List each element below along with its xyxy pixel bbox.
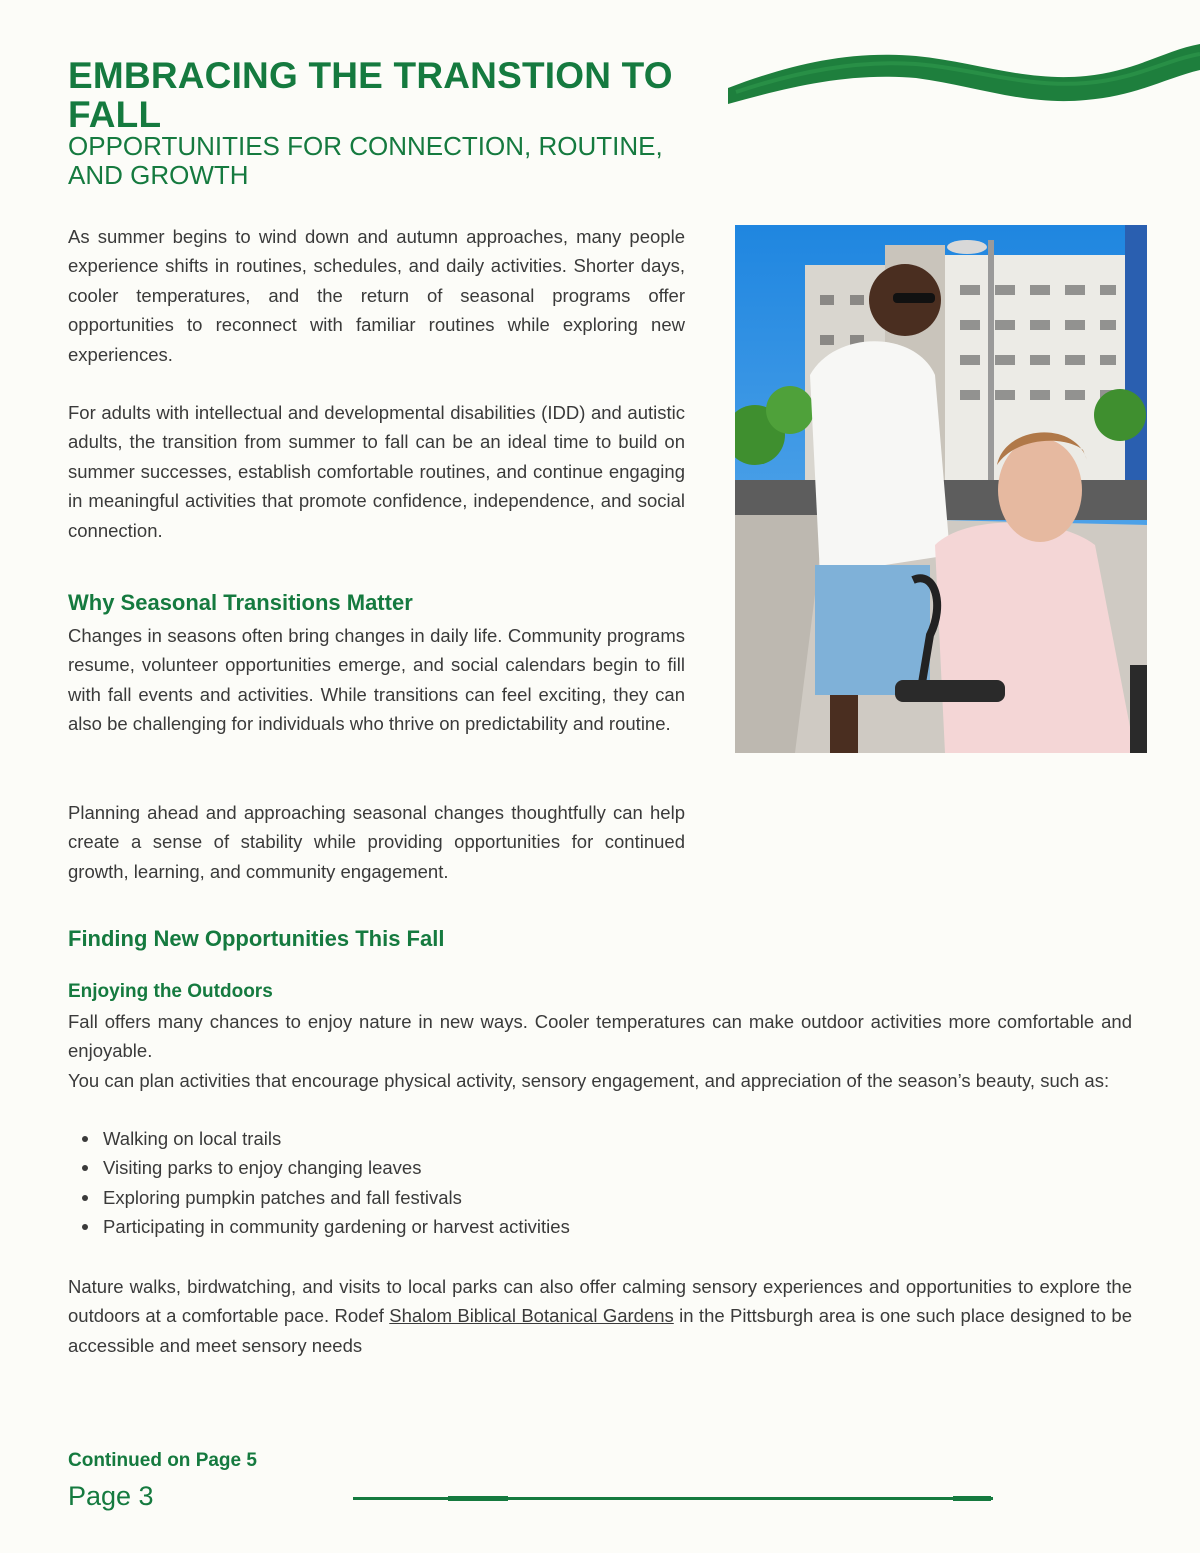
page-subtitle: OPPORTUNITIES FOR CONNECTION, ROUTINE, AND GROWTH (68, 131, 663, 190)
outdoors-text-3 (68, 1272, 1132, 1360)
list-item: Exploring pumpkin patches and fall festivals (68, 1183, 570, 1212)
outdoors-paragraph-1 (68, 1007, 1132, 1095)
subheading-outdoors: Enjoying the Outdoors (68, 981, 273, 1002)
green-brush-stroke-decoration (726, 36, 1200, 108)
list-item: Visiting parks to enjoy changing leaves (68, 1153, 570, 1182)
outdoors-text-1: Fall offers many chances to enjoy nature in new ways. Cooler temperatures can make outdoor activities more comfortable and enjoyable. (68, 1011, 1132, 1062)
photo-two-men-wheelchair (735, 225, 1147, 753)
why-paragraph-2 (68, 798, 685, 886)
section-heading-why: Why Seasonal Transitions Matter (68, 590, 413, 615)
page-title: EMBRACING THE TRANSTION TO FALL (68, 55, 673, 135)
list-item: Walking on local trails (68, 1124, 570, 1153)
page-number: Page 3 (68, 1481, 154, 1511)
why-text-1: Changes in seasons often bring changes in daily life. Community programs resume, volunteer opportunities emerge, and social calendars begin to fill with fall events and activities. While transitions can feel exciting, they can also be challenging for individuals who thrive on predictability and routine. (68, 625, 685, 735)
botanical-gardens-link[interactable]: Shalom Biblical Botanical Gardens (389, 1305, 674, 1327)
outdoors-paragraph-3 (68, 1272, 1132, 1360)
intro-paragraph-1 (68, 222, 685, 369)
list-item: Participating in community gardening or harvest activities (68, 1212, 570, 1241)
intro-text-1: As summer begins to wind down and autumn approaches, many people experience shifts in routines, schedules, and daily activities. Shorter days, cooler temperatures, and the return of seasonal programs offer opportunities to reconnect with familiar routines while exploring new experiences. (68, 226, 685, 365)
intro-text-2: For adults with intellectual and developmental disabilities (IDD) and autistic adults, the transition from summer to fall can be an ideal time to build on summer successes, establish comfortable routines, and continue engaging in meaningful activities that promote confidence, independence, and social connection. (68, 402, 685, 541)
why-text-2: Planning ahead and approaching seasonal changes thoughtfully can help create a sense of stability while providing opportunities for continued growth, learning, and community engagement. (68, 802, 685, 882)
section-heading-finding: Finding New Opportunities This Fall (68, 926, 445, 951)
outdoors-text-2: You can plan activities that encourage physical activity, sensory engagement, and appreciation of the season’s beauty, such as: (68, 1069, 1110, 1091)
intro-paragraph-2 (68, 398, 685, 545)
outdoors-text-3-start: Nature walks, birdwatching, and visits to local parks can also offer calming sensory experiences and opportunities to explore the outdoors at a comfortable pace. Rodef (68, 1276, 1132, 1327)
why-paragraph-1 (68, 621, 685, 739)
activities-list (68, 1124, 570, 1242)
footer-divider (353, 1495, 993, 1503)
continued-note: Continued on Page 5 (68, 1450, 257, 1471)
outdoors-text-3-end: in the Pittsburgh area is one such place designed to be accessible and meet sensory needs (68, 1305, 1132, 1356)
